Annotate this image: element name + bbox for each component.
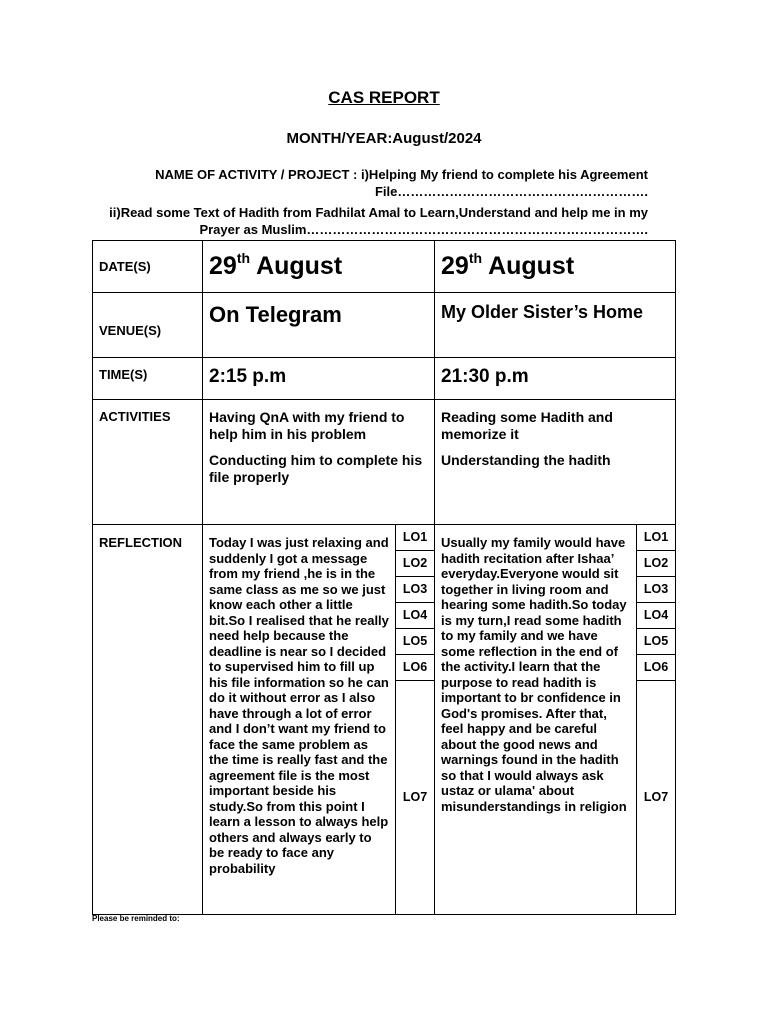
- venue-row: [93, 293, 676, 358]
- date-row: [93, 241, 676, 293]
- report-table: [92, 240, 676, 915]
- venue-label: VENUE(S): [99, 322, 162, 338]
- reflection-2: Usually my family would have hadith recitation after Ishaa’ everyday.Everyone would sit together in living room and hearing some hadith.So today is my turn,I read some hadith to my family and we have some reflection in the end of the activity.I learn that the purpose to read hadith is important to br confidence in God's promises. After that, feel happy and be careful about the good news and warnings found in the hadith so that I would always ask ustaz or ulama' about misunderstandings in religion: [441, 535, 627, 814]
- venue-1: On Telegram: [209, 302, 342, 327]
- reflection-label: REFLECTION: [99, 535, 183, 550]
- lo-label: LO3: [396, 577, 434, 603]
- lo-column-1: [395, 525, 434, 914]
- activities-2: [441, 409, 669, 469]
- lo-label: LO2: [637, 551, 675, 577]
- lo-label: LO1: [396, 525, 434, 551]
- month-year: MONTH/YEAR:August/2024: [286, 130, 482, 147]
- activity-name: [96, 166, 648, 238]
- report-title: CAS REPORT: [328, 88, 440, 107]
- activity-item: Understanding the hadith: [441, 452, 611, 468]
- lo-label: LO4: [637, 603, 675, 629]
- activity-line-1: NAME OF ACTIVITY / PROJECT : i)Helping My friend to complete his Agreement File………………………………………………….: [155, 167, 648, 199]
- lo-label: LO6: [637, 655, 675, 681]
- time-row: [93, 358, 676, 400]
- lo-label: LO5: [637, 629, 675, 655]
- lo-label: LO3: [637, 577, 675, 603]
- venue-2: My Older Sister’s Home: [441, 302, 644, 322]
- lo-label: LO1: [637, 525, 675, 551]
- activities-row: [93, 400, 676, 525]
- activities-1: [209, 409, 428, 486]
- lo-label: LO4: [396, 603, 434, 629]
- lo-label: LO6: [396, 655, 434, 681]
- date-1: 29th August: [209, 250, 343, 280]
- date-2: 29th August: [441, 250, 575, 280]
- activity-line-2: ii)Read some Text of Hadith from Fadhilat Amal to Learn,Understand and help me in my Prayer as Muslim…………………………………………………………………….: [109, 205, 648, 237]
- lo-label: LO5: [396, 629, 434, 655]
- activity-item: Reading some Hadith and memorize it: [441, 409, 613, 442]
- reflection-1: Today I was just relaxing and suddenly I got a message from my friend ,he is in the same class as me so we just know each other a little bit.So I realised that he really need help because the deadline is near so I decided to supervised him to fill up his file information so he can do it without error as I also have through a lot of error and I don’t want my friend to face the same problem as the time is really fast and the agreement file is the most important beside his study.So from this point I learn a lesson to always help others and always early to be ready to face any probability: [209, 535, 389, 876]
- lo-label: LO7: [643, 790, 669, 804]
- date-label: DATE(S): [99, 259, 151, 274]
- time-2: 21:30 p.m: [441, 366, 529, 387]
- lo-label: LO2: [396, 551, 434, 577]
- reminder-note: Please be reminded to:: [92, 914, 180, 923]
- lo-label: LO7: [402, 790, 428, 804]
- time-1: 2:15 p.m: [209, 366, 287, 387]
- reflection-row: [93, 525, 676, 915]
- activity-item: Conducting him to complete his file properly: [209, 452, 423, 485]
- activities-label: ACTIVITIES: [99, 409, 171, 424]
- time-label: TIME(S): [99, 367, 148, 382]
- lo-column-2: [636, 525, 675, 914]
- activity-item: Having QnA with my friend to help him in his problem: [209, 409, 405, 442]
